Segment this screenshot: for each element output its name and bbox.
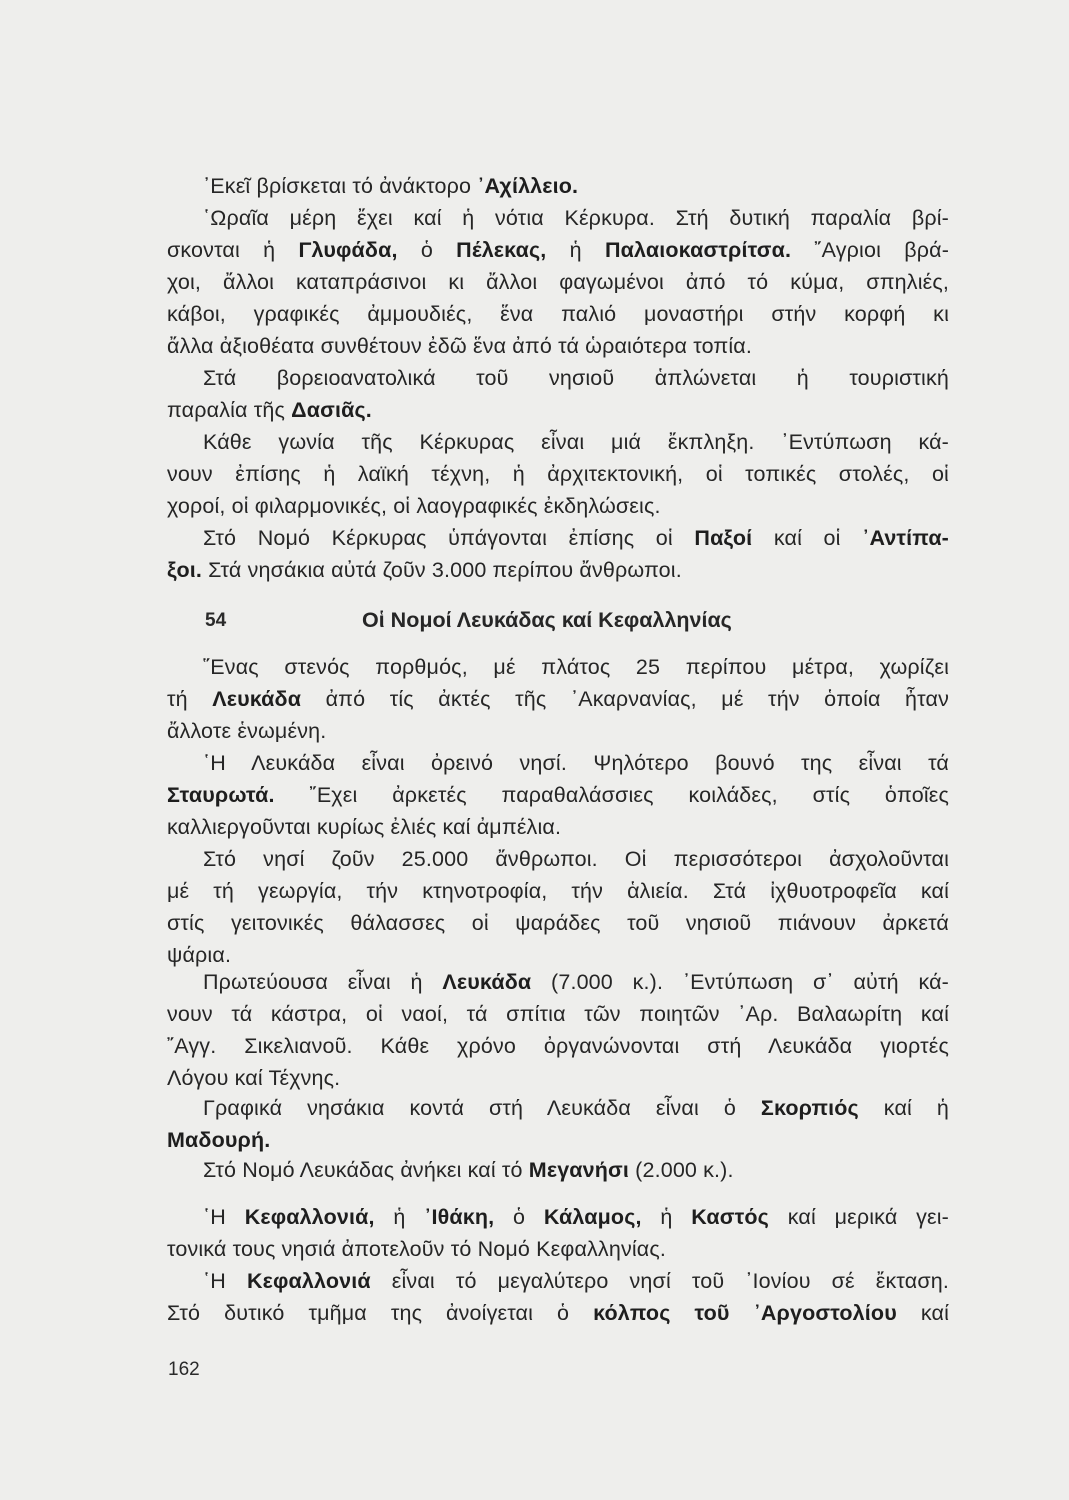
text-line — [203, 362, 949, 394]
bold-term: Μαδουρή. — [167, 1128, 271, 1152]
text-segment: νουν τά κάστρα, οἱ ναοί, τά σπίτια τῶν ποιητῶν ᾽Αρ. Βαλαωρίτη καί — [167, 1002, 949, 1026]
bold-term: ξοι. — [167, 558, 202, 582]
text-segment: ἄλλα ἀξιοθέατα συνθέτουν ἐδῶ ἕνα ἀπό τά ὡραιότερα τοπία. — [167, 334, 752, 358]
bold-term: κόλπος τοῦ ᾽Αργοστολίου — [593, 1301, 897, 1325]
bold-term: Καστός — [691, 1205, 770, 1229]
text-segment: Στό Νομό Λευκάδας ἀνήκει καί τό — [203, 1158, 529, 1182]
text-line — [203, 1265, 949, 1297]
text-segment: ῾Η — [203, 1269, 247, 1293]
bold-term: Λευκάδα — [442, 970, 532, 994]
text-segment: κάβοι, γραφικές ἀμμουδιές, ἕνα παλιό μοναστήρι στήν κορφή κι — [167, 302, 949, 326]
text-segment: Γραφικά νησάκια κοντά στή Λευκάδα εἶναι ὁ — [203, 1096, 761, 1120]
bold-term: Σταυρωτά. — [167, 783, 275, 807]
text-line — [167, 394, 949, 426]
bold-term: Δασιᾶς. — [291, 398, 372, 422]
bold-term: Γλυφάδα, — [298, 238, 398, 262]
bold-term: Κεφαλλονιά — [247, 1269, 371, 1293]
text-segment: Στά νησάκια αὐτά ζοῦν 3.000 περίπου ἄνθρωποι. — [202, 558, 682, 582]
text-segment: ῾Ωραῖα μέρη ἔχει καί ἡ νότια Κέρκυρα. Στή δυτική παραλία βρί- — [203, 206, 949, 230]
text-segment: ὁ — [494, 1205, 544, 1229]
text-segment: ἡ — [641, 1205, 692, 1229]
bold-term: Λευκάδα — [212, 687, 302, 711]
text-segment: σκονται ἡ — [167, 238, 299, 262]
text-segment: ἡ — [374, 1205, 425, 1229]
text-line — [203, 966, 949, 998]
text-segment: ῾Η Λευκάδα εἶναι ὀρεινό νησί. Ψηλότερο βουνό της εἶναι τά — [203, 751, 949, 775]
text-segment: στίς γειτονικές θάλασσες οἱ ψαράδες τοῦ νησιοῦ πιάνουν ἀρκετά — [167, 911, 949, 935]
text-line — [167, 1030, 949, 1062]
text-line — [167, 779, 949, 811]
bold-term: Πέλεκας, — [456, 238, 547, 262]
text-segment: ὁ — [397, 238, 457, 262]
text-line — [167, 330, 949, 362]
section-title: Οἱ Νομοί Λευκάδας καί Κεφαλληνίας — [362, 608, 732, 632]
section-number: 54 — [205, 610, 227, 631]
text-line — [167, 811, 949, 843]
bold-term: ᾽Αντίπα- — [862, 526, 949, 550]
text-segment: καί οἱ — [752, 526, 863, 550]
text-line — [203, 651, 949, 683]
text-line — [167, 490, 949, 522]
text-segment: καλλιεργοῦνται κυρίως ἐλιές καί ἀμπέλια. — [167, 815, 562, 839]
text-segment: Στό Νομό Κέρκυρας ὑπάγονται ἐπίσης οἱ — [203, 526, 695, 550]
bold-term: Κάλαμος, — [543, 1205, 642, 1229]
text-line — [167, 1062, 949, 1094]
text-segment: (7.000 κ.). ᾽Εντύπωση σ᾽ αὐτή κά- — [531, 970, 949, 994]
text-segment: Πρωτεύουσα εἶναι ἡ — [203, 970, 443, 994]
text-segment: Στά βορειοανατολικά τοῦ νησιοῦ ἁπλώνεται ἡ τουριστική — [203, 366, 949, 390]
text-line — [167, 1297, 949, 1329]
text-segment: ψάρια. — [167, 943, 232, 967]
text-line — [167, 266, 949, 298]
text-line — [167, 1124, 949, 1156]
bold-term: ᾽Ιθάκη, — [424, 1205, 495, 1229]
text-line — [203, 1201, 949, 1233]
text-line — [167, 554, 949, 586]
text-line — [203, 843, 949, 875]
text-line — [203, 202, 949, 234]
text-line — [203, 1154, 949, 1186]
text-line — [167, 458, 949, 490]
text-segment: καί μερικά γει- — [769, 1205, 949, 1229]
text-segment: ῎Αγγ. Σικελιανοῦ. Κάθε χρόνο ὀργανώνονται στή Λευκάδα γιορτές — [167, 1034, 949, 1058]
text-segment: εἶναι τό μεγαλύτερο νησί τοῦ ᾽Ιονίου σέ ἔκταση. — [370, 1269, 949, 1293]
text-line — [167, 683, 949, 715]
text-segment: ἡ — [546, 238, 605, 262]
text-segment: χοροί, οἱ φιλαρμονικές, οἱ λαογραφικές ἐκδηλώσεις. — [167, 494, 661, 518]
text-line — [167, 998, 949, 1030]
text-line — [167, 715, 949, 747]
text-segment: ἀπό τίς ἀκτές τῆς ᾽Ακαρνανίας, μέ τήν ὁποία ἦταν — [301, 687, 949, 711]
text-segment: τονικά τους νησιά ἀποτελοῦν τό Νομό Κεφαλληνίας. — [167, 1237, 666, 1261]
text-segment: ῞Ενας στενός πορθμός, μέ πλάτος 25 περίπου μέτρα, χωρίζει — [203, 655, 949, 679]
bold-term: Παξοί — [694, 526, 753, 550]
text-segment: (2.000 κ.). — [629, 1158, 734, 1182]
text-line — [167, 875, 949, 907]
text-segment: ῎Εχει ἀρκετές παραθαλάσσιες κοιλάδες, στίς ὁποῖες — [274, 783, 949, 807]
text-segment: Κάθε γωνία τῆς Κέρκυρας εἶναι μιά ἔκπληξη. ᾽Εντύπωση κά- — [203, 430, 949, 454]
text-segment: παραλία τῆς — [167, 398, 292, 422]
text-segment: ᾽Εκεῖ βρίσκεται τό ἀνάκτορο — [203, 174, 478, 198]
text-line — [203, 426, 949, 458]
text-line — [167, 907, 949, 939]
text-segment: Στό δυτικό τμῆμα της ἀνοίγεται ὁ — [167, 1301, 594, 1325]
text-segment: καί ἡ — [858, 1096, 949, 1120]
text-segment: χοι, ἄλλοι καταπράσινοι κι ἄλλοι φαγωμένοι ἀπό τό κύμα, σπηλιές, — [167, 270, 949, 294]
text-segment: ῾Η — [203, 1205, 245, 1229]
page-number: 162 — [168, 1359, 200, 1380]
bold-term: Κεφαλλονιά, — [244, 1205, 375, 1229]
bold-term: Παλαιοκαστρίτσα. — [604, 238, 792, 262]
text-line — [203, 1092, 949, 1124]
text-line — [203, 522, 949, 554]
text-segment: ἄλλοτε ἑνωμένη. — [167, 719, 327, 743]
bold-term: Μεγανήσι — [528, 1158, 630, 1182]
text-segment: Στό νησί ζοῦν 25.000 ἄνθρωποι. Οἱ περισσότεροι ἀσχολοῦνται — [203, 847, 949, 871]
text-line — [167, 234, 949, 266]
text-segment: καί — [896, 1301, 949, 1325]
text-line — [203, 747, 949, 779]
text-segment: ῎Αγριοι βρά- — [791, 238, 950, 262]
text-segment: Λόγου καί Τέχνης. — [167, 1066, 341, 1090]
bold-term: ᾽Αχίλλειο. — [477, 174, 579, 198]
text-line — [167, 298, 949, 330]
text-line — [167, 1233, 949, 1265]
text-segment: νουν ἐπίσης ἡ λαϊκή τέχνη, ἡ ἀρχιτεκτονική, οἱ τοπικές στολές, οἱ — [167, 462, 949, 486]
bold-term: Σκορπιός — [760, 1096, 859, 1120]
text-segment: τή — [167, 687, 213, 711]
text-line — [203, 170, 949, 202]
text-segment: μέ τή γεωργία, τήν κτηνοτροφία, τήν ἁλιεία. Στά ἰχθυοτροφεῖα καί — [167, 879, 949, 903]
